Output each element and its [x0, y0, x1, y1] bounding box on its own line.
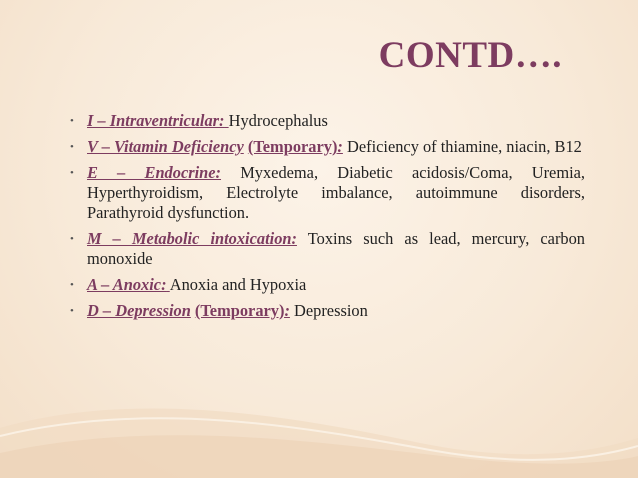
bullet-dot-icon: •: [70, 167, 74, 179]
term-description: Deficiency of thiamine, niacin, B12: [347, 137, 582, 156]
bullet-dot-icon: •: [70, 141, 74, 153]
bullet-dot-icon: •: [70, 233, 74, 245]
term-label: E – Endocrine:: [87, 163, 222, 182]
bullet-intraventricular: [70, 111, 585, 131]
bullet-dot-icon: •: [70, 115, 74, 127]
bullet-metabolic-intoxication: [70, 229, 585, 269]
term-description: Myxedema, Diabetic acidosis/Coma, Uremia, Hyperthyroidism, Electrolyte imbalance, autoimmune disorders, Parathyroid dysfunction.: [87, 163, 585, 222]
term-qualifier: (Temporary): [247, 137, 338, 156]
bullet-dot-icon: •: [70, 305, 74, 317]
bullet-vitamin-deficiency: [70, 137, 585, 157]
term-colon: :: [284, 301, 290, 320]
term-description: Hydrocephalus: [228, 111, 328, 130]
bullet-depression: [70, 301, 585, 321]
term-label: A – Anoxic:: [87, 275, 167, 294]
term-label: D – Depression: [87, 301, 191, 320]
term-description: Anoxia and Hypoxia: [169, 275, 307, 294]
term-qualifier: (Temporary): [194, 301, 285, 320]
bullet-endocrine: [70, 163, 585, 223]
term-label: M – Metabolic intoxication:: [87, 229, 297, 248]
bullet-anoxic: [70, 275, 585, 295]
slide-title: CONTD….: [378, 35, 562, 76]
term-description: Toxins such as lead, mercury, carbon monoxide: [87, 229, 585, 268]
bullet-list: [70, 111, 585, 327]
term-colon: :: [337, 137, 343, 156]
decorative-swoosh: [0, 358, 638, 478]
term-label: I – Intraventricular:: [87, 111, 225, 130]
term-description: Depression: [294, 301, 368, 320]
term-label: V – Vitamin Deficiency: [87, 137, 244, 156]
bullet-dot-icon: •: [70, 279, 74, 291]
